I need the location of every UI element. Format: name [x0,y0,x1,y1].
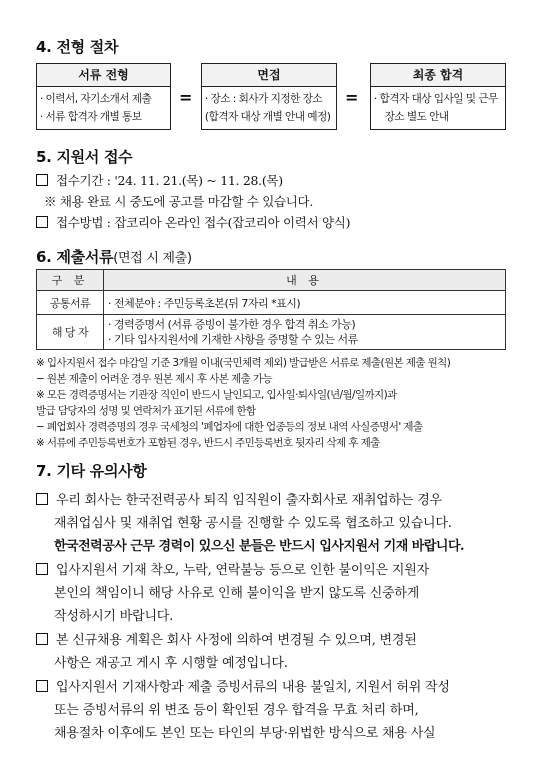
table-cell-label: 공통서류 [37,291,104,315]
note-line: 발급 담당자의 성명 및 연락처가 표기된 서류에 한함 [36,405,256,417]
process-box-interview [201,63,337,130]
table-cell-line: · 경력증명서 (서류 증빙이 불가한 경우 합격 취소 가능) [108,318,356,331]
paragraph-line: 재취업심사 및 재취업 현황 공시를 진행할 수 있도록 협조하고 있습니다. [54,516,452,531]
section-6-subtitle: (면접 시 제출) [113,251,192,266]
process-box-document-screening [36,63,171,130]
notice-paragraph [36,676,450,695]
table-header-category: 구 분 [37,270,104,291]
notice-paragraph [36,559,429,578]
note-line: ※ 입사지원서 접수 마감일 기준 3개월 이내(국민체력 제외) 발급받은 서류로 제출(원본 제출 원칙) [36,357,451,369]
equals-sign: = [345,88,359,107]
paragraph-line: 사항은 재공고 게시 후 시행할 예정입니다. [54,656,288,671]
table-row [37,315,506,350]
table-cell-value: · 전체분야 : 주민등록초본(뒤 7자리 *표시) [104,291,506,315]
checkbox-square-icon [36,633,48,645]
process-box-line: · 장소 : 회사가 지정한 장소 [204,92,323,105]
notice-paragraph [36,489,442,508]
process-box-title: 최종 합격 [371,64,505,87]
application-method-text: 접수방법 : 잡코리아 온라인 접수(잡코리아 이력서 양식) [56,215,351,230]
process-box-line: · 합격자 대상 입사일 및 근무 [373,92,498,105]
paragraph-line: 작성하시기 바랍니다. [54,609,174,624]
checkbox-square-icon [36,493,48,505]
documents-table [36,269,506,350]
paragraph-line: 본 신규채용 계획은 회사 사정에 의하여 변경될 수 있으며, 변경된 [56,633,417,648]
checkbox-square-icon [36,563,48,575]
paragraph-line: 또는 증빙서류의 위 변조 등이 확인된 경우 합격을 무효 처리 하며, [54,703,419,718]
paragraph-line: 우리 회사는 한국전력공사 퇴직 임직원이 출자회사로 재취업하는 경우 [56,493,442,508]
table-cell-label: 해 당 자 [37,315,104,350]
table-row [37,291,506,315]
paragraph-line: 채용절차 이후에도 본인 또는 타인의 부당·위법한 방식으로 채용 사실 [54,726,436,741]
section-6-title: 6. 제출서류 [36,248,114,266]
process-box-line: · 서류 합격자 개별 통보 [39,110,142,123]
table-header-row [37,270,506,291]
table-cell-line: · 기타 입사지원서에 기재한 사항을 증명할 수 있는 서류 [108,333,358,346]
process-box-line: · 이력서, 자기소개서 제출 [39,92,152,105]
note-line: − 폐업회사 경력증명의 경우 국세청의 '폐업자에 대한 업종등의 정보 내역 사실증명서' 제출 [36,421,423,433]
checkbox-square-icon [36,680,48,692]
table-cell-value [104,315,506,350]
paragraph-line-bold: 한국전력공사 근무 경력이 있으신 분들은 반드시 입사지원서 기재 바랍니다. [54,539,465,554]
note-line: − 원본 제출이 어려운 경우 원본 제시 후 사본 제출 가능 [36,373,272,385]
process-box-title: 서류 전형 [37,64,170,87]
checkbox-square-icon [36,174,48,186]
paragraph-line: 입사지원서 기재사항과 제출 증빙서류의 내용 불일치, 지원서 허위 작성 [56,680,450,695]
note-line: ※ 모든 경력증명서는 기관장 직인이 반드시 날인되고, 입사일·퇴사일(년/월/일까지)과 [36,389,397,401]
process-box-title: 면접 [202,64,336,87]
paragraph-line: 본인의 책임이니 해당 사유로 인해 불이익을 받지 않도록 신중하게 [54,586,420,601]
section-6-heading [36,246,192,267]
section-4-heading: 4. 전형 절차 [36,38,119,56]
checkbox-square-icon [36,216,48,228]
section-5-heading: 5. 지원서 접수 [36,148,133,166]
notice-paragraph [36,629,417,648]
note-line: ※ 서류에 주민등록번호가 포함된 경우, 반드시 주민등록번호 뒷자리 삭제 후 제출 [36,437,380,449]
process-box-line: (합격자 대상 개별 안내 예정) [204,110,331,123]
process-box-final-pass [370,63,506,130]
section-7-heading: 7. 기타 유의사항 [36,462,147,480]
application-period-text: 접수기간 : '24. 11. 21.(목) ~ 11. 28.(목) [56,173,283,188]
paragraph-line: 입사지원서 기재 착오, 누락, 연락불능 등으로 인한 불이익은 지원자 [56,563,429,578]
application-period [36,171,283,189]
equals-sign: = [179,88,193,107]
application-method [36,213,350,231]
early-close-note: ※ 채용 완료 시 중도에 공고를 마감할 수 있습니다. [44,194,313,209]
process-box-line: 장소 별도 안내 [384,110,449,123]
table-header-content: 내 용 [104,270,506,291]
